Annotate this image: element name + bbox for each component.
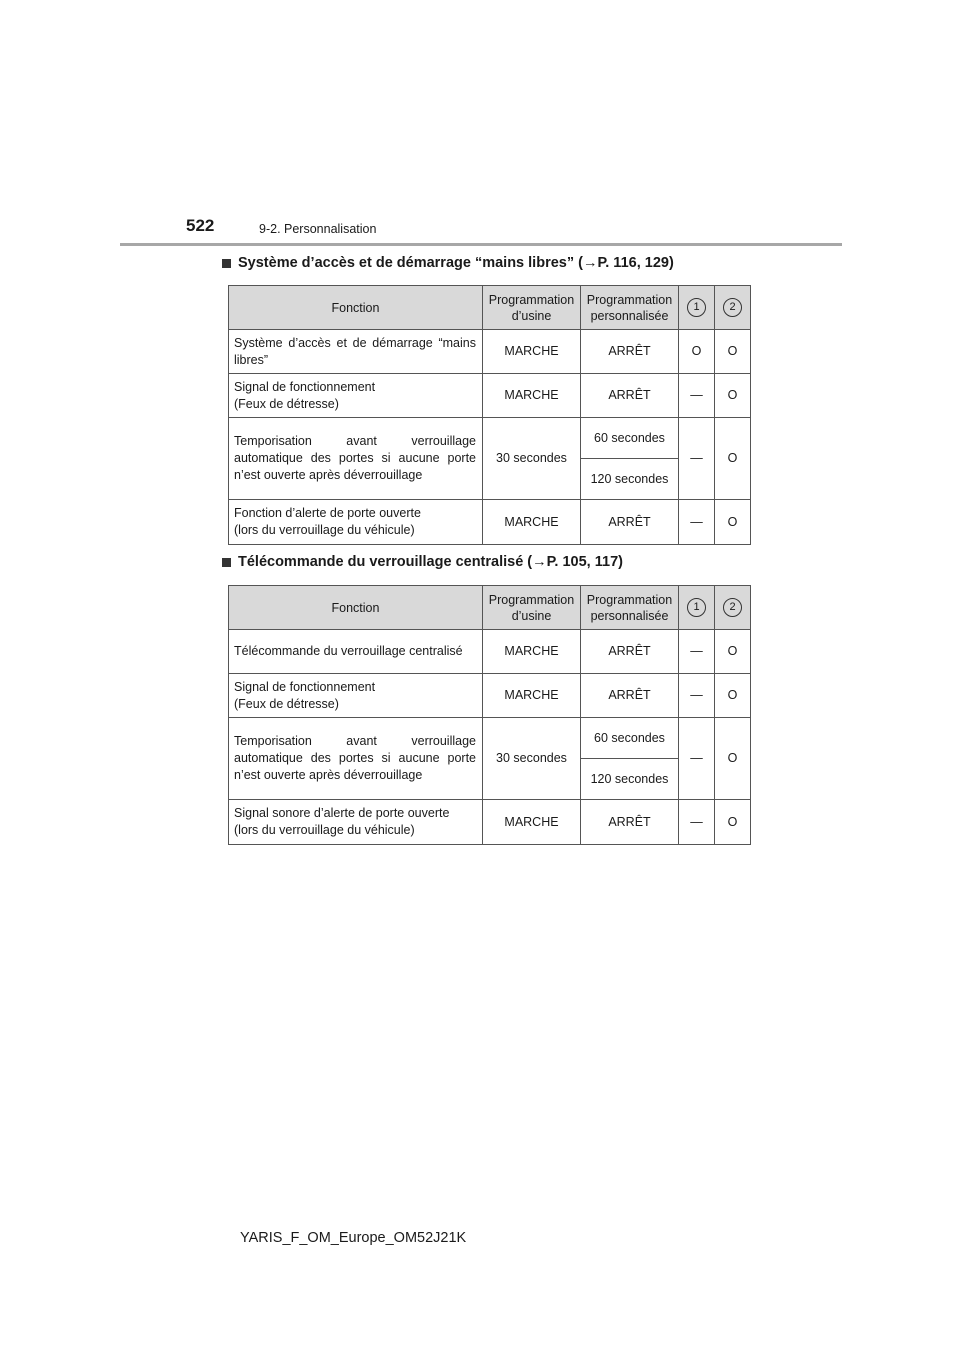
col-header-fonction: Fonction: [229, 286, 483, 330]
cell-mode-1: —: [679, 674, 715, 718]
circled-2-icon: 2: [723, 598, 742, 617]
table-row: [229, 630, 751, 674]
cell-mode-1: O: [679, 330, 715, 374]
table-header-row: [229, 586, 751, 630]
cell-fonction: Télécommande du verrouillage centralisé: [229, 630, 483, 674]
cell-usine: MARCHE: [483, 630, 581, 674]
cell-usine: 30 secondes: [483, 718, 581, 800]
cell-perso-option: 120 secondes: [581, 759, 679, 800]
cell-mode-2: O: [715, 418, 751, 500]
section-title: Télécommande du verrouillage centralisé (→P. 105, 117): [238, 554, 623, 570]
circled-1-icon: 1: [687, 298, 706, 317]
col-header-mode-2: [715, 286, 751, 330]
circled-1-icon: 1: [687, 598, 706, 617]
cell-usine: MARCHE: [483, 800, 581, 845]
cell-fonction: Temporisation avant verrouillage automatique des portes si aucune porte n’est ouverte après déverrouillage: [229, 418, 483, 500]
cell-fonction: Système d’accès et de démarrage “mains libres”: [229, 330, 483, 374]
cell-mode-2: O: [715, 374, 751, 418]
settings-table-smart-entry: [228, 285, 751, 545]
section-reference: 9-2. Personnalisation: [259, 222, 377, 236]
cell-fonction: Temporisation avant verrouillage automatique des portes si aucune porte n’est ouverte après déverrouillage: [229, 718, 483, 800]
settings-table-remote-lock: [228, 585, 751, 845]
section-heading-smart-entry: [222, 255, 674, 271]
table-header-row: [229, 286, 751, 330]
cell-perso: ARRÊT: [581, 674, 679, 718]
cell-perso: ARRÊT: [581, 630, 679, 674]
cell-fonction: Signal de fonctionnement (Feux de détresse): [229, 374, 483, 418]
cell-mode-2: O: [715, 330, 751, 374]
section-heading-remote-lock: [222, 554, 623, 570]
cell-perso: ARRÊT: [581, 374, 679, 418]
cell-mode-1: —: [679, 374, 715, 418]
cell-usine: MARCHE: [483, 374, 581, 418]
table-row: [229, 674, 751, 718]
cell-mode-1: —: [679, 630, 715, 674]
cell-mode-2: O: [715, 500, 751, 545]
cell-fonction: Fonction d’alerte de porte ouverte (lors du verrouillage du véhicule): [229, 500, 483, 545]
cell-perso-option: 60 secondes: [581, 718, 679, 759]
cell-usine: MARCHE: [483, 674, 581, 718]
table-row: [229, 330, 751, 374]
cell-mode-2: O: [715, 800, 751, 845]
page-number: 522: [186, 216, 215, 235]
cell-perso-option: 60 secondes: [581, 418, 679, 459]
cell-perso: ARRÊT: [581, 500, 679, 545]
col-header-mode-2: [715, 586, 751, 630]
cell-mode-1: —: [679, 800, 715, 845]
table-row: [229, 718, 751, 759]
col-header-fonction: Fonction: [229, 586, 483, 630]
col-header-usine: Programmation d’usine: [483, 286, 581, 330]
cell-mode-2: O: [715, 630, 751, 674]
cell-mode-2: O: [715, 718, 751, 800]
table-row: [229, 800, 751, 845]
cell-usine: MARCHE: [483, 500, 581, 545]
table-row: [229, 418, 751, 459]
col-header-usine: Programmation d’usine: [483, 586, 581, 630]
col-header-mode-1: [679, 286, 715, 330]
cell-mode-1: —: [679, 418, 715, 500]
col-header-mode-1: [679, 586, 715, 630]
cell-perso-option: 120 secondes: [581, 459, 679, 500]
cell-mode-2: O: [715, 674, 751, 718]
cell-perso: ARRÊT: [581, 800, 679, 845]
cell-mode-1: —: [679, 500, 715, 545]
document-code: YARIS_F_OM_Europe_OM52J21K: [240, 1230, 467, 1246]
col-header-perso: Programmation personnalisée: [581, 286, 679, 330]
cell-perso: ARRÊT: [581, 330, 679, 374]
cell-usine: MARCHE: [483, 330, 581, 374]
circled-2-icon: 2: [723, 298, 742, 317]
square-bullet-icon: [222, 259, 231, 268]
cell-mode-1: —: [679, 718, 715, 800]
cell-fonction: Signal sonore d’alerte de porte ouverte (lors du verrouillage du véhicule): [229, 800, 483, 845]
col-header-perso: Programmation personnalisée: [581, 586, 679, 630]
table-row: [229, 500, 751, 545]
cell-fonction: Signal de fonctionnement (Feux de détresse): [229, 674, 483, 718]
section-title: Système d’accès et de démarrage “mains libres” (→P. 116, 129): [238, 255, 674, 271]
cell-usine: 30 secondes: [483, 418, 581, 500]
square-bullet-icon: [222, 558, 231, 567]
table-row: [229, 374, 751, 418]
header-rule: [120, 243, 842, 246]
